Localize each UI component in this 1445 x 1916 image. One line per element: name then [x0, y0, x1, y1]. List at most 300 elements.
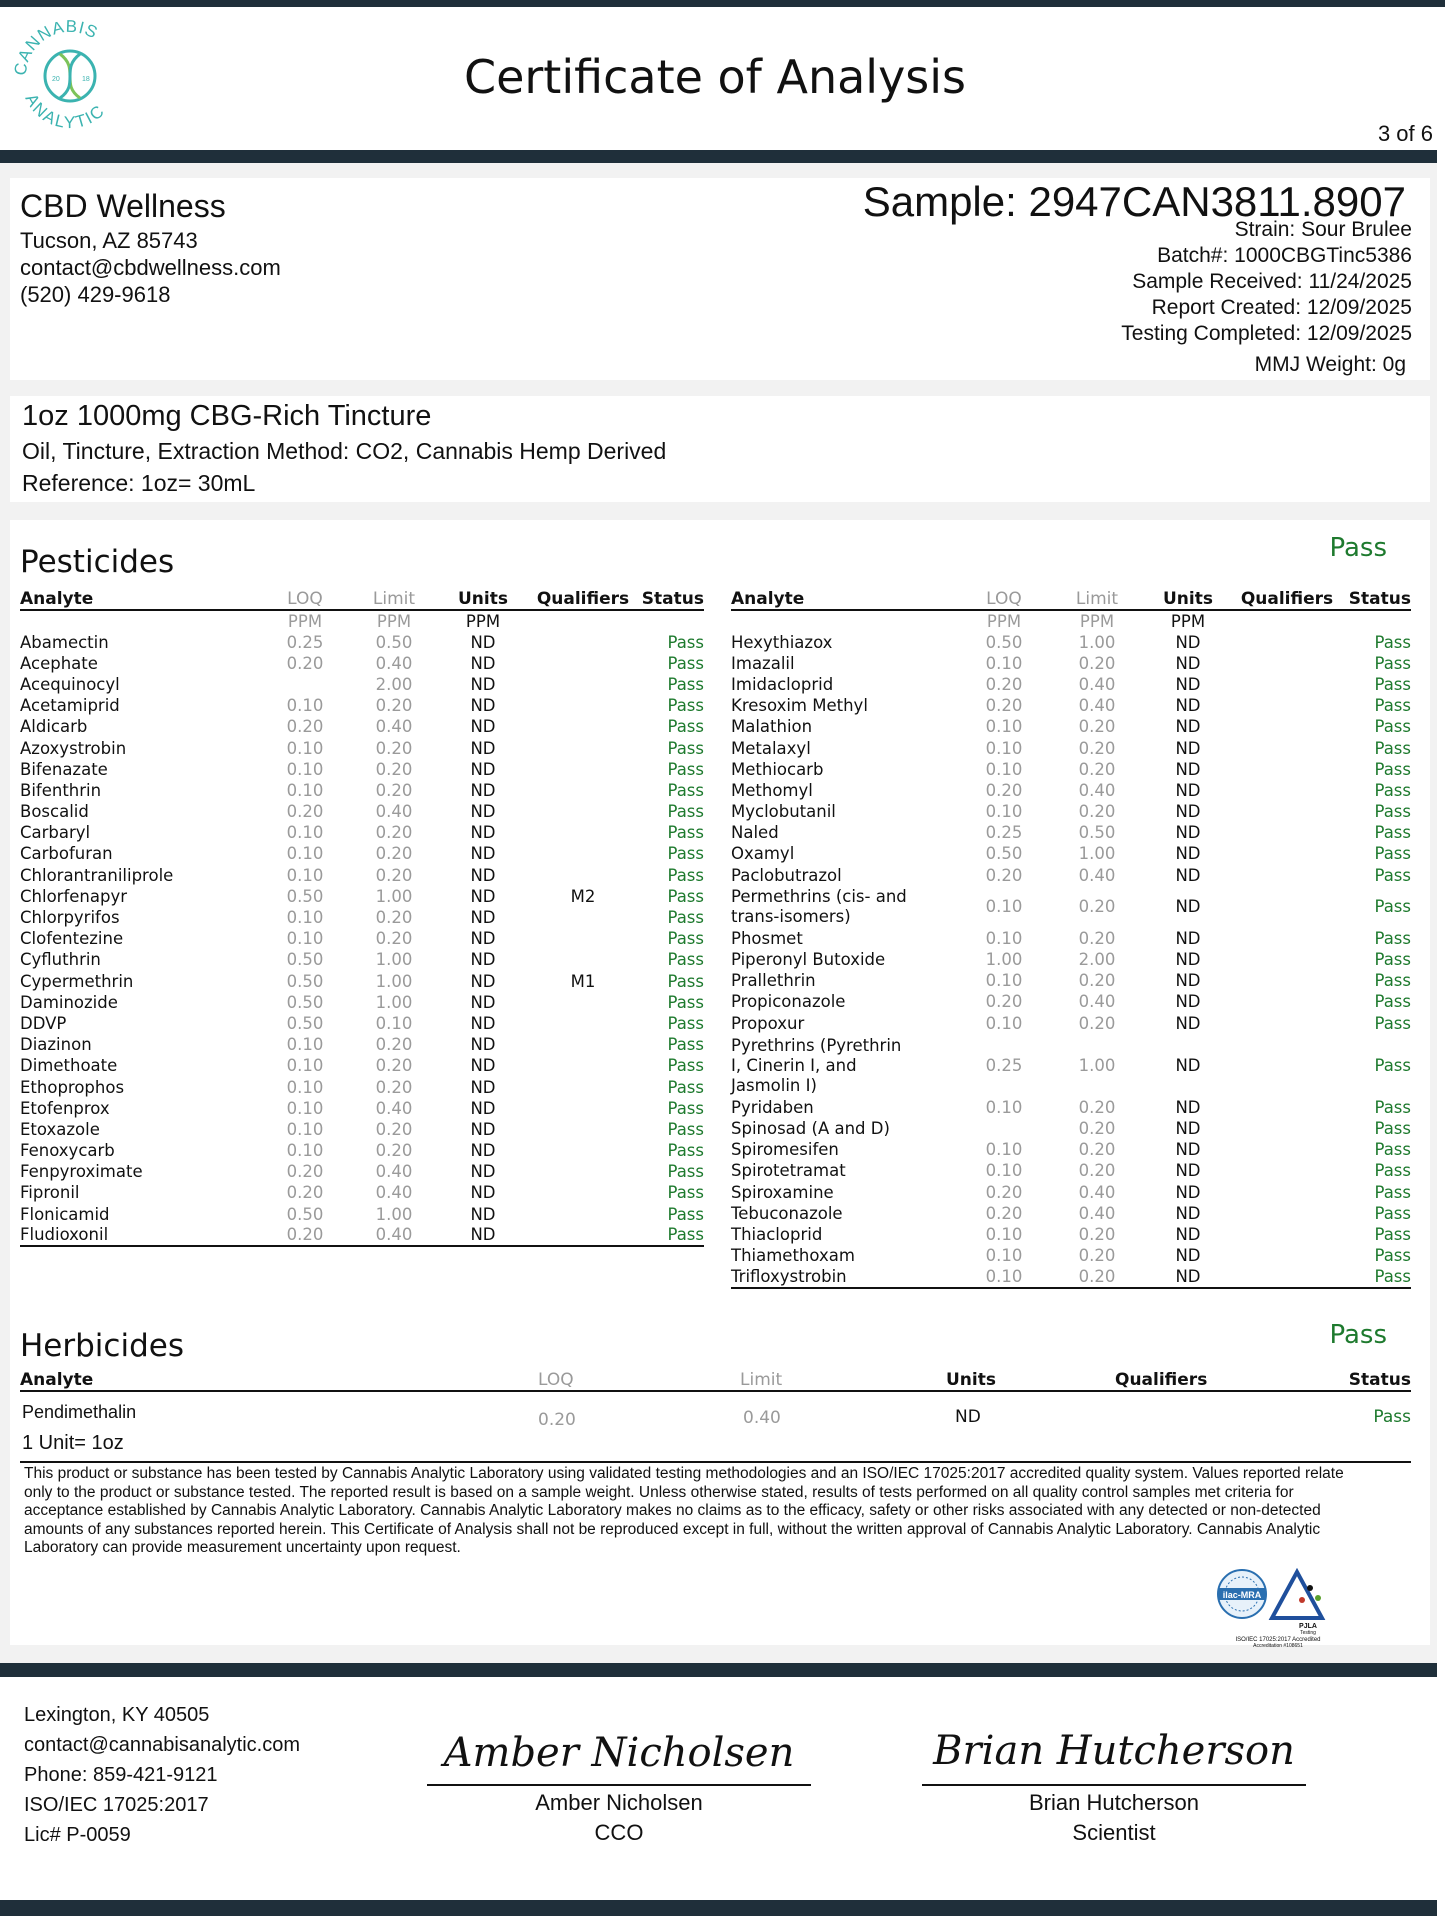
qualifier-cell	[528, 738, 638, 759]
unit-cell	[731, 610, 957, 632]
status-cell: Pass	[667, 950, 704, 970]
qualifier-cell	[1233, 971, 1341, 992]
analyte-cell: Propoxur	[731, 1013, 805, 1033]
top-bar	[0, 0, 1445, 7]
limit-cell: 0.10	[375, 1013, 413, 1033]
units-cell: ND	[1175, 696, 1201, 716]
units-cell: ND	[470, 823, 496, 843]
qualifier-cell	[528, 865, 638, 886]
status-cell: Pass	[1374, 844, 1411, 864]
analyte-cell: Cypermethrin	[20, 971, 134, 991]
loq-cell: 0.10	[985, 802, 1023, 822]
analyte-cell: Methomyl	[731, 780, 813, 800]
limit-cell: 0.20	[1078, 759, 1116, 779]
col-status: Status	[1348, 1370, 1411, 1390]
herbicides-title: Herbicides	[20, 1328, 184, 1364]
report-created: Report Created: 12/09/2025	[1151, 296, 1412, 319]
table-row	[731, 844, 1411, 865]
qualifier-cell	[1233, 865, 1341, 886]
status-cell: Pass	[667, 1162, 704, 1182]
unit-cell: PPM	[1079, 611, 1115, 631]
analyte-cell: Fipronil	[20, 1183, 80, 1203]
loq-cell: 0.10	[985, 1161, 1023, 1181]
loq-cell	[260, 674, 350, 695]
table-row	[731, 1013, 1411, 1034]
table-row	[20, 717, 704, 738]
product-name: 1oz 1000mg CBG-Rich Tincture	[22, 400, 432, 432]
loq-cell: 0.10	[286, 1141, 324, 1161]
qualifier-cell	[528, 1119, 638, 1140]
status-cell: Pass	[667, 780, 704, 800]
limit-cell: 0.20	[1078, 1161, 1116, 1181]
status-cell: Pass	[1374, 971, 1411, 991]
units-cell: ND	[1175, 1097, 1201, 1117]
status-cell: Pass	[667, 632, 704, 652]
status-cell: Pass	[667, 1035, 704, 1055]
analyte-cell: Boscalid	[20, 802, 89, 822]
table-row	[20, 738, 704, 759]
analyte-cell: Chlorantraniliprole	[20, 865, 174, 885]
loq-cell: 0.10	[286, 1098, 324, 1118]
table-row	[731, 780, 1411, 801]
status-cell: Pass	[1374, 1203, 1411, 1223]
qualifier-cell	[1233, 886, 1341, 928]
signer-name: Amber Nicholsen	[535, 1790, 703, 1815]
units-cell: ND	[1175, 950, 1201, 970]
loq-cell: 0.10	[985, 971, 1023, 991]
units-cell: ND	[1175, 632, 1201, 652]
limit-cell: 0.20	[375, 865, 413, 885]
loq-cell: 0.10	[985, 1140, 1023, 1160]
loq-cell: 0.10	[985, 653, 1023, 673]
status-cell: Pass	[667, 844, 704, 864]
status-cell: Pass	[1374, 1097, 1411, 1117]
limit-cell: 0.20	[1078, 897, 1116, 917]
analyte-cell: Aldicarb	[20, 717, 88, 737]
units-cell: ND	[1175, 971, 1201, 991]
table-row	[731, 696, 1411, 717]
status-cell: Pass	[667, 717, 704, 737]
status-cell: Pass	[667, 886, 704, 906]
loq-cell: 0.20	[985, 865, 1023, 885]
table-row	[20, 865, 704, 886]
status-cell: Pass	[1374, 865, 1411, 885]
status-cell: Pass	[1341, 1267, 1411, 1288]
col-loq: LOQ	[260, 588, 350, 610]
analyte-cell: Fenoxycarb	[20, 1141, 115, 1161]
table-row	[20, 950, 704, 971]
table-row	[20, 1400, 1411, 1430]
limit-cell: 0.20	[375, 844, 413, 864]
status-cell: Pass	[1374, 653, 1411, 673]
units-cell: ND	[470, 992, 496, 1012]
loq-cell: 0.10	[286, 780, 324, 800]
loq-cell: 0.50	[286, 992, 324, 1012]
qualifier-cell	[528, 1204, 638, 1225]
status-cell: Pass	[667, 1119, 704, 1139]
loq-cell: 0.10	[957, 1267, 1051, 1288]
loq-cell: 0.20	[286, 1183, 324, 1203]
analyte-cell: Piperonyl Butoxide	[731, 950, 886, 970]
units-cell: ND	[470, 1204, 496, 1224]
col-units: Units	[946, 1370, 996, 1390]
status-cell: Pass	[667, 908, 704, 928]
status-cell: Pass	[1374, 1118, 1411, 1138]
loq-cell: 0.20	[286, 717, 324, 737]
units-cell: ND	[470, 1035, 496, 1055]
loq-cell: 0.10	[286, 844, 324, 864]
col-analyte: Analyte	[731, 588, 957, 610]
units-cell: ND	[1175, 738, 1201, 758]
loq-cell: 0.25	[985, 1055, 1023, 1075]
qualifier-cell	[1233, 1034, 1341, 1097]
analyte-cell	[731, 1034, 957, 1097]
accreditation-logos	[1212, 1568, 1344, 1648]
table-row	[20, 674, 704, 695]
analyte-cell: Prallethrin	[731, 971, 816, 991]
analyte-cell: Acequinocyl	[20, 674, 120, 694]
status-cell: Pass	[667, 992, 704, 1012]
table-row	[20, 1162, 704, 1183]
client-phone: (520) 429-9618	[20, 282, 171, 307]
limit-cell: 0.40	[350, 1225, 438, 1246]
loq-cell: 0.10	[985, 717, 1023, 737]
units-cell: ND	[1175, 759, 1201, 779]
table-row	[731, 717, 1411, 738]
analyte-cell: Abamectin	[20, 632, 109, 652]
limit-cell: 1.00	[375, 971, 413, 991]
qualifier-cell	[1233, 1097, 1341, 1118]
limit-cell: 2.00	[1078, 950, 1116, 970]
unit-cell: PPM	[986, 611, 1022, 631]
limit-cell: 0.40	[1078, 674, 1116, 694]
lab-city: Lexington, KY 40505	[24, 1704, 210, 1726]
analyte-cell: Etoxazole	[20, 1119, 100, 1139]
loq-cell: 0.50	[286, 950, 324, 970]
table-row	[731, 971, 1411, 992]
limit-cell: 0.20	[1051, 1267, 1143, 1288]
status-cell: Pass	[1374, 897, 1411, 917]
status-cell: Pass	[1374, 674, 1411, 694]
client-city: Tucson, AZ 85743	[20, 228, 198, 253]
table-row	[731, 865, 1411, 886]
qualifier-cell	[1233, 1203, 1341, 1224]
analyte-line: Pyrethrins (Pyrethrin	[731, 1035, 902, 1055]
analyte-cell: DDVP	[20, 1013, 67, 1033]
qualifier-cell	[528, 950, 638, 971]
limit-cell: 0.20	[1078, 1140, 1116, 1160]
table-row	[20, 802, 704, 823]
units-cell: ND	[470, 971, 496, 991]
bottom-bar	[0, 1900, 1437, 1916]
status-cell: Pass	[667, 971, 704, 991]
col-qualifiers: Qualifiers	[1115, 1370, 1208, 1390]
table-row	[731, 949, 1411, 970]
status-cell: Pass	[638, 1225, 704, 1246]
qualifier-cell	[1233, 928, 1341, 949]
limit-cell: 0.20	[1078, 928, 1116, 948]
units-cell: ND	[1175, 1161, 1201, 1181]
qualifier-cell	[1233, 696, 1341, 717]
status-cell: Pass	[667, 759, 704, 779]
limit-cell: 0.20	[375, 738, 413, 758]
units-cell: ND	[470, 886, 496, 906]
table-row	[20, 1013, 704, 1034]
table-row	[731, 886, 1411, 928]
loq-cell: 0.20	[985, 992, 1023, 1012]
lab-iso: ISO/IEC 17025:2017	[24, 1794, 209, 1816]
analyte-cell: Dimethoate	[20, 1056, 118, 1076]
units-cell: ND	[1175, 1118, 1201, 1138]
qualifier-cell: M2	[570, 886, 596, 906]
limit-cell: 1.00	[375, 886, 413, 906]
loq-cell: 0.50	[286, 1013, 324, 1033]
units-cell: ND	[1175, 1055, 1201, 1075]
unit-cell: PPM	[376, 611, 412, 631]
cert-line-1: ISO/IEC 17025:2017 Accredited	[1235, 1637, 1321, 1643]
status-cell: Pass	[1374, 1246, 1411, 1266]
status-cell: Pass	[1374, 1140, 1411, 1160]
limit-cell: 0.20	[375, 696, 413, 716]
col-status: Status	[638, 588, 704, 610]
analyte-cell: Trifloxystrobin	[731, 1267, 957, 1288]
analyte-cell: Carbaryl	[20, 823, 91, 843]
status-cell: Pass	[1374, 1161, 1411, 1181]
limit-cell: 0.20	[375, 1035, 413, 1055]
table-row	[20, 1204, 704, 1225]
table-row	[20, 1056, 704, 1077]
units-cell: ND	[470, 1183, 496, 1203]
limit-cell: 0.20	[1078, 1118, 1116, 1138]
unit-cell: PPM	[287, 611, 323, 631]
units-cell: ND	[1175, 1182, 1201, 1202]
qualifier-cell	[528, 929, 638, 950]
units-cell: ND	[1175, 780, 1201, 800]
table-row	[731, 992, 1411, 1013]
sample-strain: Strain: Sour Brulee	[1234, 218, 1412, 241]
limit-cell: 1.00	[375, 1204, 413, 1224]
qualifier-cell	[528, 632, 638, 653]
limit-cell: 0.20	[1078, 653, 1116, 673]
table-row	[20, 780, 704, 801]
loq-cell: 0.50	[985, 844, 1023, 864]
limit-cell: 0.20	[1078, 738, 1116, 758]
client-email: contact@cbdwellness.com	[20, 255, 281, 280]
table-row	[20, 823, 704, 844]
analyte-cell: Oxamyl	[731, 844, 795, 864]
status-cell: Pass	[667, 738, 704, 758]
loq-cell: 0.20	[286, 653, 324, 673]
page-title: Certificate of Analysis	[463, 50, 967, 104]
limit-cell: 1.00	[375, 992, 413, 1012]
loq-cell: 1.00	[985, 950, 1023, 970]
units-cell: ND	[470, 717, 496, 737]
loq-cell: 0.20	[985, 696, 1023, 716]
limit-cell: 0.20	[1078, 971, 1116, 991]
qualifier-cell: M1	[570, 971, 596, 991]
limit-cell: 0.20	[375, 823, 413, 843]
status-cell: Pass	[1374, 1224, 1411, 1244]
pjla-label: PJLA	[1299, 1623, 1317, 1630]
limit-cell: 0.40	[375, 717, 413, 737]
table-row	[731, 1097, 1411, 1118]
loq-cell: 0.10	[286, 738, 324, 758]
loq-cell: 0.50	[985, 632, 1023, 652]
signature-amber: Amber Nicholsen	[443, 1730, 795, 1776]
unit-cell	[638, 610, 704, 632]
analyte-cell: Malathion	[731, 717, 813, 737]
table-row	[20, 1035, 704, 1056]
svg-text:ANALYTIC: ANALYTIC	[21, 90, 109, 133]
analyte-cell: Daminozide	[20, 992, 118, 1012]
analyte-cell: Kresoxim Methyl	[731, 696, 868, 716]
unit-cell: PPM	[1170, 611, 1206, 631]
units-cell: ND	[470, 738, 496, 758]
product-panel	[10, 396, 1430, 502]
limit-cell: 0.50	[375, 632, 413, 652]
lab-email: contact@cannabisanalytic.com	[24, 1734, 300, 1756]
limit-cell: 0.40	[1078, 1182, 1116, 1202]
limit-cell: 0.20	[375, 780, 413, 800]
qualifier-cell	[1233, 992, 1341, 1013]
status-cell: Pass	[667, 1141, 704, 1161]
signer-name: Brian Hutcherson	[1029, 1790, 1199, 1815]
units-cell: ND	[470, 653, 496, 673]
analyte-line: Permethrins (cis- and	[731, 887, 907, 907]
table-row	[731, 928, 1411, 949]
units-cell: ND	[470, 844, 496, 864]
status-cell: Pass	[667, 674, 704, 694]
analyte-cell: Bifenazate	[20, 759, 108, 779]
qualifier-cell	[528, 823, 638, 844]
table-row	[20, 929, 704, 950]
units-cell: ND	[470, 865, 496, 885]
loq-cell: 0.10	[286, 823, 324, 843]
analyte-cell: Bifenthrin	[20, 780, 102, 800]
analyte-cell: Fludioxonil	[20, 1225, 260, 1246]
loq-cell: 0.10	[985, 759, 1023, 779]
footer-bar	[0, 1663, 1437, 1677]
status-cell: Pass	[1374, 696, 1411, 716]
status-cell: Pass	[667, 865, 704, 885]
product-reference: Reference: 1oz= 30mL	[22, 470, 256, 496]
status-cell: Pass	[667, 1056, 704, 1076]
sample-received: Sample Received: 11/24/2025	[1132, 270, 1412, 293]
units-cell: ND	[470, 1119, 496, 1139]
analyte-cell: Metalaxyl	[731, 738, 811, 758]
units-cell: ND	[1175, 717, 1201, 737]
units-cell: ND	[1175, 1140, 1201, 1160]
analyte-cell: Cyfluthrin	[20, 950, 101, 970]
qualifier-cell	[1233, 1161, 1341, 1182]
pesticides-title: Pesticides	[20, 544, 175, 580]
table-row	[20, 653, 704, 674]
status-cell: Pass	[1374, 759, 1411, 779]
units-cell: ND	[1175, 992, 1201, 1012]
qualifier-cell	[1233, 949, 1341, 970]
qualifier-cell	[1233, 1140, 1341, 1161]
units-cell: ND	[470, 950, 496, 970]
lab-license: Lic# P-0059	[24, 1824, 131, 1846]
units-cell: ND	[470, 632, 496, 652]
loq-cell: 0.10	[286, 1119, 324, 1139]
units-cell: ND	[438, 1225, 528, 1246]
limit-cell: 0.20	[1078, 1246, 1116, 1266]
limit-cell: 0.40	[375, 802, 413, 822]
loq-cell: 0.10	[286, 1035, 324, 1055]
status-cell: Pass	[667, 802, 704, 822]
loq-cell: 0.10	[985, 1013, 1023, 1033]
col-loq: LOQ	[538, 1370, 574, 1390]
client-panel	[10, 178, 1430, 380]
table-row	[731, 759, 1411, 780]
unit-note: 1 Unit= 1oz	[22, 1432, 124, 1454]
analyte-cell: Propiconazole	[731, 992, 846, 1012]
analyte-cell: Spiromesifen	[731, 1140, 839, 1160]
analyte-cell: Chlorfenapyr	[20, 886, 127, 906]
table-row	[20, 1119, 704, 1140]
unit-row	[20, 610, 704, 632]
analyte-cell: Spiroxamine	[731, 1182, 834, 1202]
analyte-cell: Paclobutrazol	[731, 865, 842, 885]
col-units: Units	[1143, 588, 1233, 610]
herbicides-status: Pass	[1329, 1320, 1387, 1350]
table-row	[731, 823, 1411, 844]
qualifier-cell	[528, 759, 638, 780]
analyte-cell: Spinosad (A and D)	[731, 1118, 890, 1138]
product-details: Oil, Tincture, Extraction Method: CO2, Cannabis Hemp Derived	[22, 438, 667, 464]
herbicide-loq: 0.20	[538, 1410, 576, 1430]
analyte-cell: Diazinon	[20, 1035, 92, 1055]
cert-line-2: Accreditation #108651	[1253, 1643, 1303, 1648]
qualifier-cell	[528, 1183, 638, 1204]
table-row	[20, 1183, 704, 1204]
client-name: CBD Wellness	[20, 188, 226, 224]
limit-cell: 1.00	[1078, 1055, 1116, 1075]
signer-role: Scientist	[1072, 1820, 1156, 1845]
loq-cell: 0.10	[985, 897, 1023, 917]
limit-cell: 0.40	[1078, 865, 1116, 885]
loq-cell: 0.50	[286, 886, 324, 906]
qualifier-cell	[1233, 738, 1341, 759]
qualifier-cell	[528, 653, 638, 674]
table-row	[731, 632, 1411, 653]
analyte-cell: Naled	[731, 823, 779, 843]
testing-completed: Testing Completed: 12/09/2025	[1121, 322, 1412, 345]
qualifier-cell	[528, 696, 638, 717]
table-row	[20, 696, 704, 717]
table-row	[731, 1161, 1411, 1182]
status-cell: Pass	[1374, 802, 1411, 822]
units-cell: ND	[1175, 1224, 1201, 1244]
analyte-cell: Azoxystrobin	[20, 738, 127, 758]
limit-cell: 0.20	[375, 1119, 413, 1139]
limit-cell: 0.40	[375, 1162, 413, 1182]
analyte-cell: Carbofuran	[20, 844, 113, 864]
qualifier-cell	[1233, 844, 1341, 865]
units-cell: ND	[470, 1098, 496, 1118]
pesticides-table-left	[20, 588, 704, 1247]
qualifier-cell	[1233, 653, 1341, 674]
table-row	[20, 632, 704, 653]
loq-cell: 0.20	[286, 1162, 324, 1182]
status-cell: Pass	[667, 696, 704, 716]
limit-cell: 0.20	[375, 1141, 413, 1161]
units-cell: ND	[1175, 653, 1201, 673]
loq-cell: 0.20	[286, 802, 324, 822]
table-row	[20, 844, 704, 865]
qualifier-cell	[528, 907, 638, 928]
